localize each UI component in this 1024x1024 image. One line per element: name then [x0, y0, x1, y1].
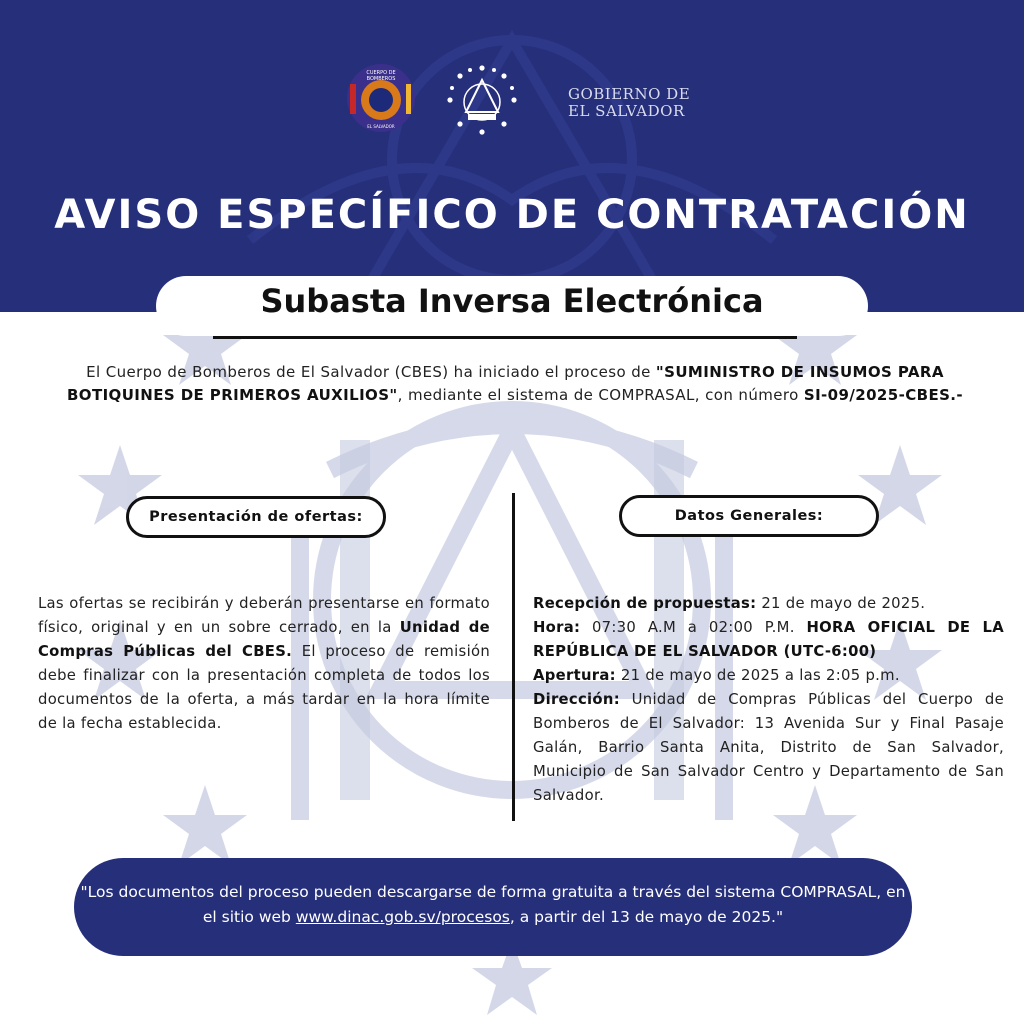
column-divider	[512, 493, 515, 821]
offers-heading-pill	[126, 496, 386, 538]
address-value: Unidad de Compras Públicas del Cuerpo de Bomberos de El Salvador: 13 Avenida Sur y Final Pasaje Galán, Barrio Santa Anita, Distrito de San Salvador, Municipio de San Salvador Centro y Departamento de San Salvador.	[533, 691, 1004, 804]
time-line	[533, 616, 1004, 664]
reception-value: 21 de mayo de 2025.	[756, 595, 926, 612]
general-data-heading: Datos Generales:	[674, 508, 824, 524]
time-label: Hora:	[533, 619, 581, 636]
government-line-1: GOBIERNO DE	[568, 85, 691, 103]
opening-line	[533, 664, 1004, 688]
reception-line	[533, 592, 1004, 616]
opening-label: Apertura:	[533, 667, 616, 684]
government-line-2: EL SALVADOR	[568, 102, 685, 120]
offers-text-2: El proceso de remisión debe finalizar con la presentación completa de todos los documentos de la oferta, a más tardar en la hora límite de la fecha establecida.	[38, 643, 491, 732]
offers-paragraph	[38, 592, 490, 736]
process-number: SI-09/2025-CBES.-	[803, 386, 964, 404]
address-label: Dirección:	[533, 691, 620, 708]
time-value: 07:30 A.M a 02:00 P.M.	[580, 619, 807, 636]
svg-text:BOMBEROS: BOMBEROS	[366, 76, 396, 82]
svg-text:EL SALVADOR: EL SALVADOR	[367, 124, 395, 129]
intro-text-2: , mediante el sistema de COMPRASAL, con número	[397, 386, 804, 404]
el-salvador-seal-icon	[444, 62, 520, 138]
process-name: "SUMINISTRO DE INSUMOS PARA BOTIQUINES DE PRIMEROS AUXILIOS"	[66, 363, 944, 404]
footer-text-1: "Los documentos del proceso pueden descargarse de forma gratuita a través del sistema COMPRASAL, en el sitio web	[80, 883, 906, 926]
general-data-heading-pill	[619, 495, 879, 537]
general-data-block	[533, 592, 1004, 808]
offers-heading: Presentación de ofertas:	[149, 509, 363, 525]
reception-label: Recepción de propuestas:	[533, 595, 757, 612]
procesos-link[interactable]: www.dinac.gob.sv/procesos	[295, 908, 510, 926]
footer-note	[74, 880, 912, 930]
footer-text-2: , a partir del 13 de mayo de 2025."	[509, 908, 784, 926]
intro-paragraph	[34, 361, 996, 407]
page-title: AVISO ESPECÍFICO DE CONTRATACIÓN	[54, 192, 970, 238]
logos-row	[0, 62, 1024, 138]
offers-highlight: Unidad de Compras Públicas del CBES.	[38, 619, 490, 660]
time-official: HORA OFICIAL DE LA REPÚBLICA DE EL SALVADOR (UTC-6:00)	[533, 619, 1004, 660]
subtitle: Subasta Inversa Electrónica	[260, 282, 764, 320]
cbes-logo-icon	[345, 62, 417, 134]
address-line	[533, 688, 1004, 808]
intro-text-1: El Cuerpo de Bomberos de El Salvador (CBES) ha iniciado el proceso de	[86, 363, 656, 381]
opening-value: 21 de mayo de 2025 a las 2:05 p.m.	[615, 667, 900, 684]
svg-text:CUERPO DE: CUERPO DE	[366, 70, 396, 76]
subtitle-underline	[213, 336, 797, 339]
offers-text-1: Las ofertas se recibirán y deberán presentarse en formato físico, original y en un sobre cerrado, en la	[38, 595, 490, 636]
government-wordmark	[568, 86, 690, 120]
